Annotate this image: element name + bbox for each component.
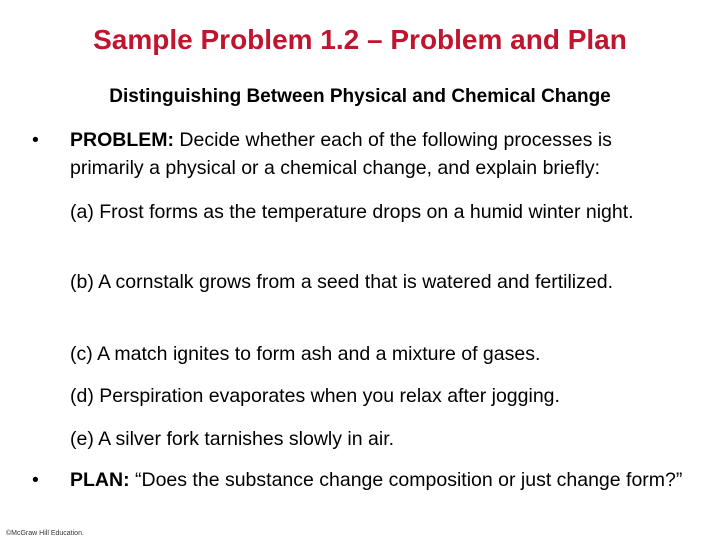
- bullet-glyph: •: [32, 469, 39, 491]
- list-item-d: (d) Perspiration evaporates when you relax after jogging.: [70, 385, 560, 407]
- slide-title: Sample Problem 1.2 – Problem and Plan: [93, 24, 627, 55]
- plan-row: [32, 466, 690, 494]
- slide-subtitle: Distinguishing Between Physical and Chemical Change: [109, 86, 611, 107]
- problem-text: Decide whether each of the following processes is primarily a physical or a chemical change, and explain briefly:: [70, 129, 612, 179]
- list-item-b: (b) A cornstalk grows from a seed that is watered and fertilized.: [70, 271, 614, 293]
- list-item-a: (a) Frost forms as the temperature drops on a humid winter night.: [70, 201, 634, 223]
- bullet-glyph: •: [32, 129, 39, 151]
- problem-row: [32, 126, 690, 182]
- copyright-notice: ©McGraw Hill Education.: [6, 530, 84, 537]
- problem-bullet: [32, 126, 690, 182]
- plan-text-wrap: [70, 466, 690, 494]
- list-item-c: (c) A match ignites to form ash and a mixture of gases.: [70, 343, 541, 365]
- problem-label: PROBLEM:: [70, 129, 174, 151]
- problem-text-wrap: [70, 126, 690, 182]
- list-item-e: (e) A silver fork tarnishes slowly in air.: [70, 428, 395, 450]
- plan-bullet: [32, 466, 690, 494]
- plan-label: PLAN:: [70, 469, 130, 491]
- plan-text: “Does the substance change composition or just change form?”: [135, 469, 683, 491]
